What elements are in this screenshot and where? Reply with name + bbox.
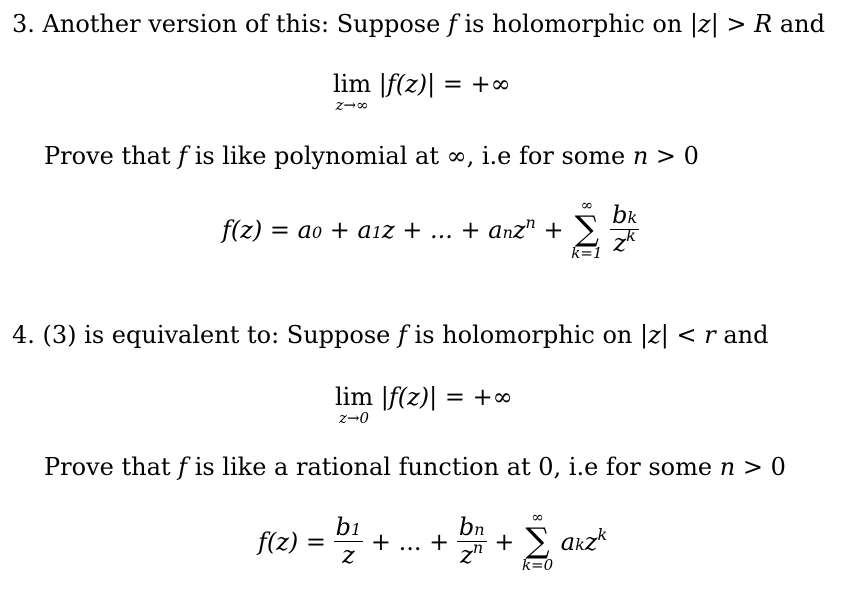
term-sup-k: k <box>597 524 608 544</box>
prove-claim: is like a rational function at 0, i.e for some <box>194 453 713 481</box>
problem-4-prove <box>44 455 786 479</box>
problem-4-intro: (3) is equivalent to: Suppose <box>42 321 391 349</box>
lim-subscript: z→∞ <box>335 96 369 114</box>
den-sup-k: k <box>626 226 636 246</box>
subscript-0: 0 <box>311 222 323 242</box>
problem-3-formula <box>222 198 639 262</box>
math-var-r: r <box>704 321 716 349</box>
superscript-n: n <box>525 212 536 232</box>
math-var-f: f <box>398 321 407 349</box>
math-var-f: f <box>447 10 457 38</box>
sum-upper: ∞ <box>580 196 594 214</box>
math-var-f: f <box>178 142 188 170</box>
sum-lower: k=0 <box>521 556 554 575</box>
prove-condition: > 0 <box>655 142 699 170</box>
den-z: z <box>613 229 627 258</box>
math-var-z: z <box>648 321 661 349</box>
problem-3-number: 3. <box>12 10 35 38</box>
term-zn: z <box>512 215 526 244</box>
num-sub-k: k <box>627 207 638 227</box>
ellipsis-terms: + ... + <box>370 527 450 556</box>
prove-text: Prove that <box>44 142 171 170</box>
fraction-denominator: z <box>342 541 355 570</box>
term-middle: z + ... + a <box>382 215 503 244</box>
math-arg-z: (z) <box>397 383 430 411</box>
lim-text: lim <box>333 70 372 98</box>
limit-operator <box>333 72 371 113</box>
lim-text: lim <box>335 383 374 411</box>
fraction-denominator <box>457 538 487 570</box>
num-sub-1: 1 <box>351 519 362 539</box>
math-var-n: n <box>719 453 736 481</box>
math-var-f: f <box>386 70 396 98</box>
term-a: a <box>560 527 576 556</box>
problem-4-statement <box>12 323 768 347</box>
num-b: b <box>335 512 352 541</box>
sigma-symbol: ∑ <box>574 209 599 249</box>
problem-3-intro: Another version of this: Suppose <box>42 10 441 38</box>
problem-3-and: and <box>779 10 826 38</box>
fraction-b1-z <box>334 514 364 570</box>
limit-operator <box>335 385 373 426</box>
problem-3-limit <box>333 72 511 113</box>
den-sup-n: n <box>472 538 484 558</box>
problem-3-domain-text: is holomorphic on | <box>464 10 699 38</box>
sum-upper: ∞ <box>531 508 544 526</box>
term-sub-k: k <box>575 534 585 554</box>
abs-open: | <box>380 383 389 411</box>
sigma-symbol: ∑ <box>525 521 550 561</box>
term-a1: + a <box>322 215 372 244</box>
summation <box>571 198 602 262</box>
summation <box>522 510 553 574</box>
math-var-z: z <box>698 10 711 38</box>
num-b: b <box>612 200 628 229</box>
abs-open: | <box>378 70 387 98</box>
fraction-bk-zk <box>610 202 639 258</box>
problem-3-prove <box>44 144 699 168</box>
problem-4-number: 4. <box>12 321 35 349</box>
plus-sign: + <box>535 215 564 244</box>
plus-sign: + <box>494 527 515 556</box>
limit-value: | = +∞ <box>427 70 511 98</box>
polynomial-part <box>222 212 564 244</box>
fraction-numerator <box>334 514 364 543</box>
num-b: b <box>458 512 475 541</box>
formula-lhs: f(z) = <box>258 527 326 556</box>
problem-4-and: and <box>723 321 769 349</box>
subscript-n: n <box>502 222 513 242</box>
formula-lhs: f(z) = a <box>222 215 312 244</box>
fraction-bn-zn <box>457 514 487 570</box>
problem-4-limit <box>335 385 513 426</box>
limit-value: | = +∞ <box>429 383 513 411</box>
series-term <box>560 524 608 556</box>
subscript-1: 1 <box>371 222 382 242</box>
problem-4-formula <box>258 510 607 574</box>
problem-4-inequality: | < <box>660 321 697 349</box>
problem-3-inequality: | > <box>710 10 747 38</box>
math-var-f: f <box>178 453 188 481</box>
math-var-R: R <box>754 10 773 38</box>
term-z: z <box>584 527 598 556</box>
prove-claim: is like polynomial at ∞, i.e for some <box>194 142 626 170</box>
num-sub-n: n <box>474 519 485 539</box>
lim-subscript: z→0 <box>339 409 370 427</box>
math-var-n: n <box>632 142 649 170</box>
problem-4-domain-text: is holomorphic on | <box>414 321 649 349</box>
math-var-f: f <box>388 383 398 411</box>
prove-condition: > 0 <box>742 453 786 481</box>
prove-text: Prove that <box>44 453 171 481</box>
sum-lower: k=1 <box>571 244 603 263</box>
problem-3-statement <box>12 12 825 36</box>
fraction-denominator <box>610 226 639 258</box>
math-arg-z: (z) <box>395 70 428 98</box>
den-z: z <box>460 541 473 570</box>
